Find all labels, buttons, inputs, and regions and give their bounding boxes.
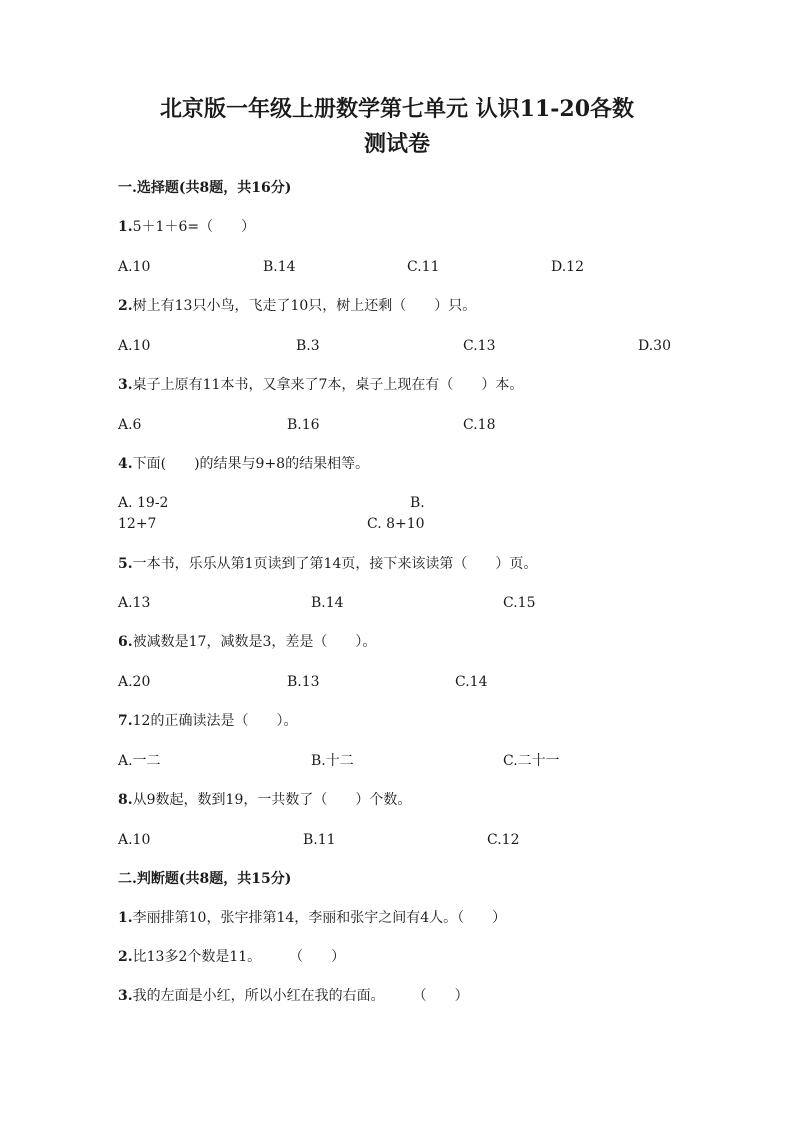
q1-option-b: B.14 [263,259,296,275]
q7-option-b: B.十二 [311,753,354,769]
q1-option-a: A.10 [118,259,151,275]
q6-option-a: A.20 [118,674,151,690]
q6-option-c: C.14 [455,674,488,690]
question-8: 8.从9数起，数到19，一共数了（ ）个数。 [118,792,412,808]
judgement-3: 3.我的左面是小红，所以小红在我的右面。 （ ） [118,988,469,1004]
q3-option-a: A.6 [118,417,142,433]
q8-option-a: A.10 [118,832,151,848]
q7-option-c: C.二十一 [503,753,560,769]
q4-option-a: A. 19-2 [118,495,169,511]
q3-option-c: C.18 [463,417,496,433]
question-1: 1.5＋1＋6=（ ） [118,219,256,235]
q7-option-a: A.一二 [118,753,161,769]
q8-option-b: B.11 [303,832,336,848]
q4-option-b: B. [410,495,425,511]
q5-option-b: B.14 [311,595,344,611]
q4-option-c: C. 8+10 [367,516,425,532]
question-5: 5.一本书，乐乐从第1页读到了第14页，接下来该读第（ ）页。 [118,556,538,572]
question-3: 3.桌子上原有11本书，又拿来了7本，桌子上现在有（ ）本。 [118,377,524,393]
q6-option-b: B.13 [287,674,320,690]
question-2: 2.树上有13只小鸟，飞走了10只，树上还剩（ ）只。 [118,298,477,314]
judgement-2: 2.比13多2个数是11。 （ ） [118,949,346,965]
judgement-1: 1.李丽排第10，张宇排第14，李丽和张宇之间有4人。（ ） [118,910,507,926]
q2-option-d: D.30 [638,338,671,354]
q3-option-b: B.16 [287,417,320,433]
q5-option-a: A.13 [118,595,151,611]
q8-option-c: C.12 [487,832,520,848]
q2-option-b: B.3 [296,338,320,354]
q1-option-c: C.11 [407,259,440,275]
q2-option-a: A.10 [118,338,151,354]
q4-option-b-value: 12+7 [118,516,157,532]
section-heading-judgement: 二.判断题(共8题，共15分) [118,871,292,887]
q5-option-c: C.15 [503,595,536,611]
question-7: 7.12的正确读法是（ ）。 [118,713,298,729]
section-heading-choice: 一.选择题(共8题，共16分) [118,180,292,196]
page-title-line2: 测试卷 [363,131,430,157]
question-4: 4.下面( )的结果与9+8的结果相等。 [118,456,370,472]
question-6: 6.被减数是17，减数是3，差是（ ）。 [118,634,377,650]
q2-option-c: C.13 [463,338,496,354]
q1-option-d: D.12 [551,259,584,275]
page-title: 北京版一年级上册数学第七单元 认识11-20各数 [159,96,635,122]
